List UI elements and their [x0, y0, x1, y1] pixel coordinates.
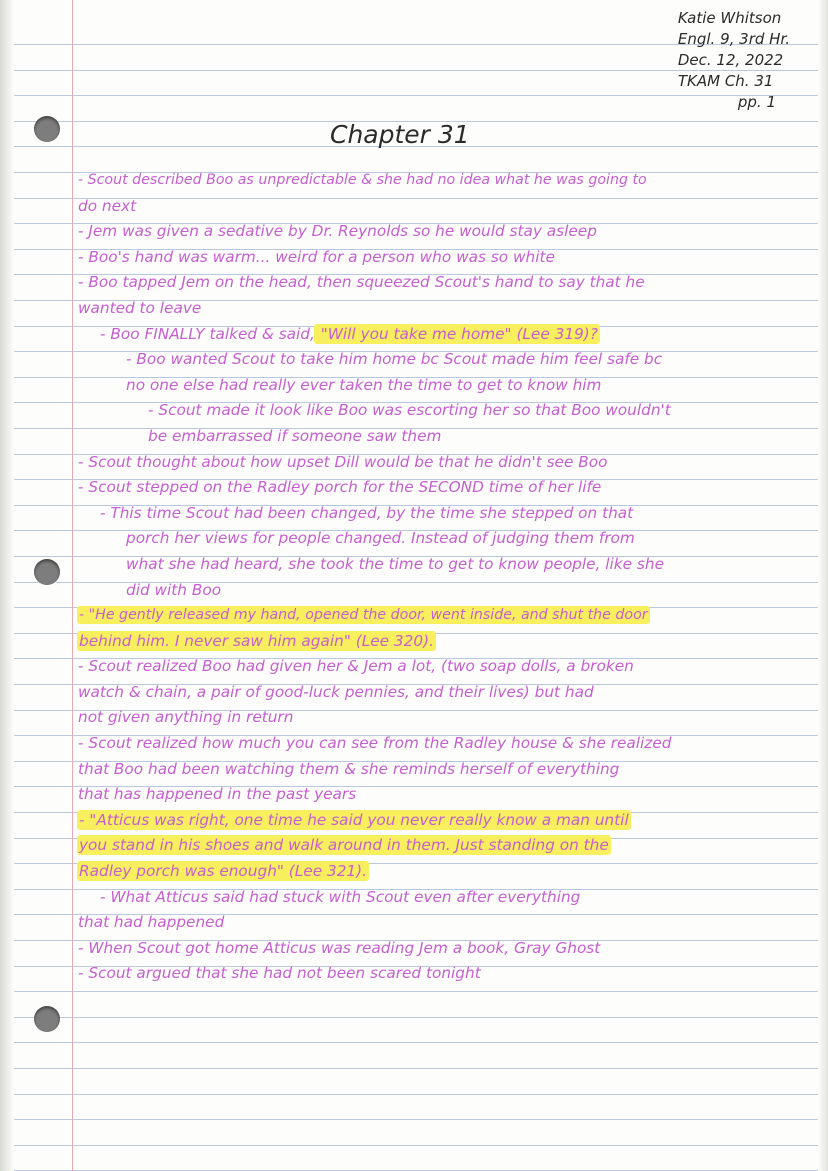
note-text: - Scout made it look like Boo was escorting her so that Boo wouldn't [148, 401, 671, 420]
note-text: - Scout realized Boo had given her & Jem a lot, (two soap dolls, a broken [78, 657, 634, 676]
note-line [78, 603, 808, 629]
note-line [78, 194, 808, 220]
note-text: wanted to leave [78, 298, 202, 317]
note-line [78, 526, 808, 552]
note-text: not given anything in return [78, 708, 294, 727]
note-line [78, 450, 808, 476]
page-title: Chapter 31 [330, 120, 470, 149]
note-line [78, 347, 808, 373]
rule-line [0, 1094, 828, 1095]
note-quote: "Will you take me home" (Lee 319)? [315, 324, 598, 343]
class-label: Engl. 9, 3rd Hr. [677, 30, 790, 48]
note-line [78, 808, 808, 834]
note-line [78, 296, 808, 322]
note-text: - Boo tapped Jem on the head, then squeezed Scout's hand to say that he [78, 273, 645, 292]
note-text: behind him. I never saw him again" (Lee 320). [79, 631, 434, 650]
note-line [78, 859, 808, 885]
binder-hole [34, 559, 60, 585]
note-text: did with Boo [126, 580, 222, 599]
note-line [78, 654, 808, 680]
student-name: Katie Whitson [677, 9, 782, 27]
note-text: - Scout realized how much you can see from the Radley house & she realized [78, 734, 672, 753]
note-text: that had happened [78, 913, 225, 932]
note-text: - Boo FINALLY talked & said, [100, 324, 315, 343]
note-line [78, 475, 808, 501]
note-text: that Boo had been watching them & she reminds herself of everything [78, 759, 620, 778]
rule-line [0, 1068, 828, 1069]
note-line [78, 833, 808, 859]
subject-label: TKAM Ch. 31 [677, 72, 774, 90]
note-line [78, 245, 808, 271]
note-text: - Scout argued that she had not been scared tonight [78, 964, 481, 983]
note-line [78, 705, 808, 731]
rule-line [0, 1017, 828, 1018]
notes-body [78, 168, 808, 987]
note-text: be embarrassed if someone saw them [148, 426, 442, 445]
page-header [678, 8, 790, 113]
note-text: - When Scout got home Atticus was reading Jem a book, Gray Ghost [78, 938, 601, 957]
note-line [78, 885, 808, 911]
note-line [78, 910, 808, 936]
note-text: what she had heard, she took the time to get to know people, like she [126, 554, 664, 573]
note-line [78, 270, 808, 296]
note-line [78, 629, 808, 655]
note-text: - What Atticus said had stuck with Scout even after everything [100, 887, 581, 906]
note-text: Radley porch was enough" (Lee 321). [79, 862, 367, 881]
note-line [78, 424, 808, 450]
note-text: that has happened in the past years [78, 785, 357, 804]
date-label: Dec. 12, 2022 [677, 51, 784, 69]
note-text: porch her views for people changed. Instead of judging them from [126, 529, 635, 548]
margin-line [72, 0, 73, 1171]
note-line [78, 936, 808, 962]
rule-line [0, 991, 828, 992]
page-number: pp. 1 [737, 93, 776, 111]
note-line [78, 322, 808, 348]
note-text: - Boo wanted Scout to take him home bc Scout made him feel safe bc [126, 350, 663, 369]
note-line [78, 552, 808, 578]
rule-line [0, 1042, 828, 1043]
note-text: do next [78, 196, 137, 215]
note-line [78, 961, 808, 987]
note-line [78, 757, 808, 783]
note-line [78, 398, 808, 424]
note-text: - Scout thought about how upset Dill would be that he didn't see Boo [78, 452, 608, 471]
note-text: - This time Scout had been changed, by the time she stepped on that [100, 503, 634, 522]
note-text: - Scout stepped on the Radley porch for the SECOND time of her life [78, 478, 602, 497]
note-text: no one else had really ever taken the time to get to know him [126, 375, 602, 394]
note-text: - Scout described Boo as unpredictable & she had no idea what he was going to [78, 172, 647, 188]
note-line [78, 219, 808, 245]
note-line [78, 680, 808, 706]
note-text: - "He gently released my hand, opened the door, went inside, and shut the door [79, 607, 648, 624]
note-text: - "Atticus was right, one time he said you never really know a man until [79, 810, 629, 829]
note-text: watch & chain, a pair of good-luck pennies, and their lives) but had [78, 682, 594, 701]
note-text: - Boo's hand was warm... weird for a person who was so white [78, 247, 555, 266]
note-text: - Jem was given a sedative by Dr. Reynolds so he would stay asleep [78, 222, 597, 241]
binder-hole [34, 1006, 60, 1032]
note-line [78, 501, 808, 527]
rule-line [0, 1119, 828, 1120]
note-text: you stand in his shoes and walk around in them. Just standing on the [79, 836, 609, 855]
note-line [78, 578, 808, 604]
note-line [78, 782, 808, 808]
binder-hole [34, 116, 60, 142]
rule-line [0, 1145, 828, 1146]
note-line [78, 373, 808, 399]
note-line [78, 731, 808, 757]
note-line [78, 168, 808, 194]
